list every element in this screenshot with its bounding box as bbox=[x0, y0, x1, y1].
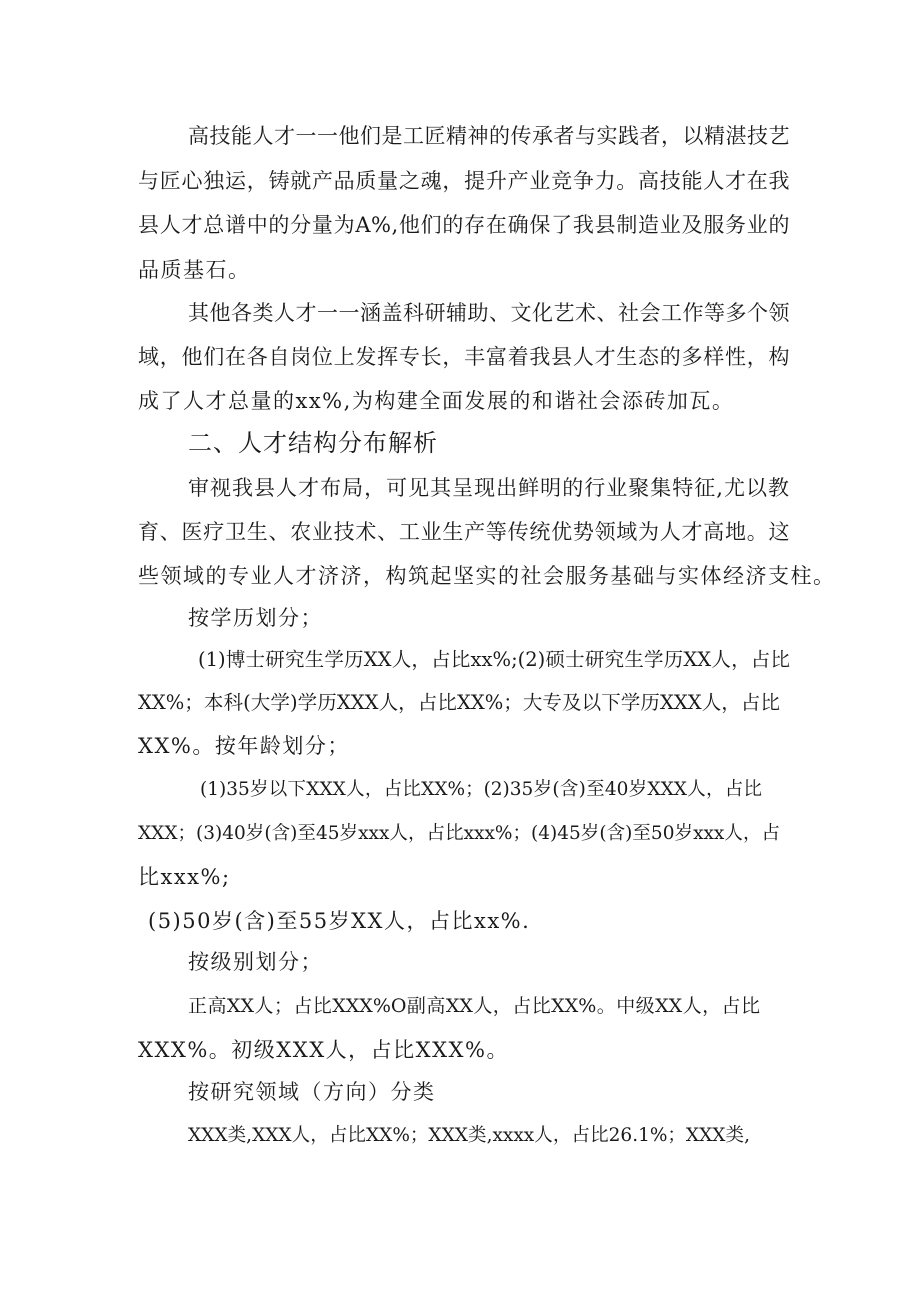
paragraph-line: XXX；(3)40岁(含)至45岁xxx人，占比xxx%；(4)45岁(含)至50岁xxx人，占 bbox=[138, 823, 780, 844]
paragraph-line: 比xxx%; bbox=[138, 865, 231, 889]
paragraph-line: (1)博士研究生学历XX人，占比xx%;(2)硕士研究生学历XX人，占比 bbox=[198, 648, 790, 671]
section-heading: 二、人才结构分布解析 bbox=[188, 429, 438, 457]
paragraph-line: 域，他们在各自岗位上发挥专长，丰富着我县人才生态的多样性，构 bbox=[138, 345, 790, 369]
paragraph-line: (1)35岁以下XXX人，占比XX%；(2)35岁(含)至40岁XXX人，占比 bbox=[200, 779, 762, 800]
paragraph-line: XX%；本科(大学)学历XXX人，占比XX%；大专及以下学历XXX人，占比 bbox=[138, 691, 780, 714]
paragraph-line: 县人才总谱中的分量为A%,他们的存在确保了我县制造业及服务业的 bbox=[138, 213, 790, 237]
paragraph-line: 审视我县人才布局，可见其呈现出鲜明的行业聚集特征,尤以教 bbox=[188, 476, 790, 500]
paragraph-line: 按学历划分； bbox=[188, 606, 323, 630]
paragraph-line: 些领域的专业人才济济，构筑起坚实的社会服务基础与实体经济支柱。 bbox=[138, 564, 836, 588]
paragraph-line: 其他各类人才一一涵盖科研辅助、文化艺术、社会工作等多个领 bbox=[188, 301, 790, 325]
paragraph-line: 育、医疗卫生、农业技术、工业生产等传统优势领域为人才高地。这 bbox=[138, 520, 790, 544]
paragraph-line: 按级别划分； bbox=[188, 950, 323, 974]
paragraph-line: 品质基石。 bbox=[138, 258, 251, 282]
paragraph-line: 正高XX人；占比XXX%O副高XX人，占比XX%。中级XX人，占比 bbox=[188, 995, 760, 1017]
paragraph-line: XXX类,XXX人，占比XX%；XXX类,xxxx人，占比26.1%；XXX类, bbox=[188, 1125, 750, 1146]
paragraph-line: 按研究领域（方向）分类 bbox=[188, 1080, 436, 1104]
paragraph-line: XX%。按年龄划分； bbox=[138, 734, 350, 758]
paragraph-line: (5)50岁(含)至55岁XX人，占比xx%. bbox=[148, 909, 531, 933]
paragraph-line: 成了人才总量的xx%,为构建全面发展的和谐社会添砖加瓦。 bbox=[138, 389, 735, 413]
paragraph-line: 高技能人才一一他们是工匠精神的传承者与实践者，以精湛技艺 bbox=[188, 124, 790, 148]
paragraph-line: 与匠心独运，铸就产品质量之魂，提升产业竞争力。高技能人才在我 bbox=[138, 169, 790, 193]
paragraph-line: XXX%。初级XXX人，占比XXX%。 bbox=[138, 1038, 509, 1062]
